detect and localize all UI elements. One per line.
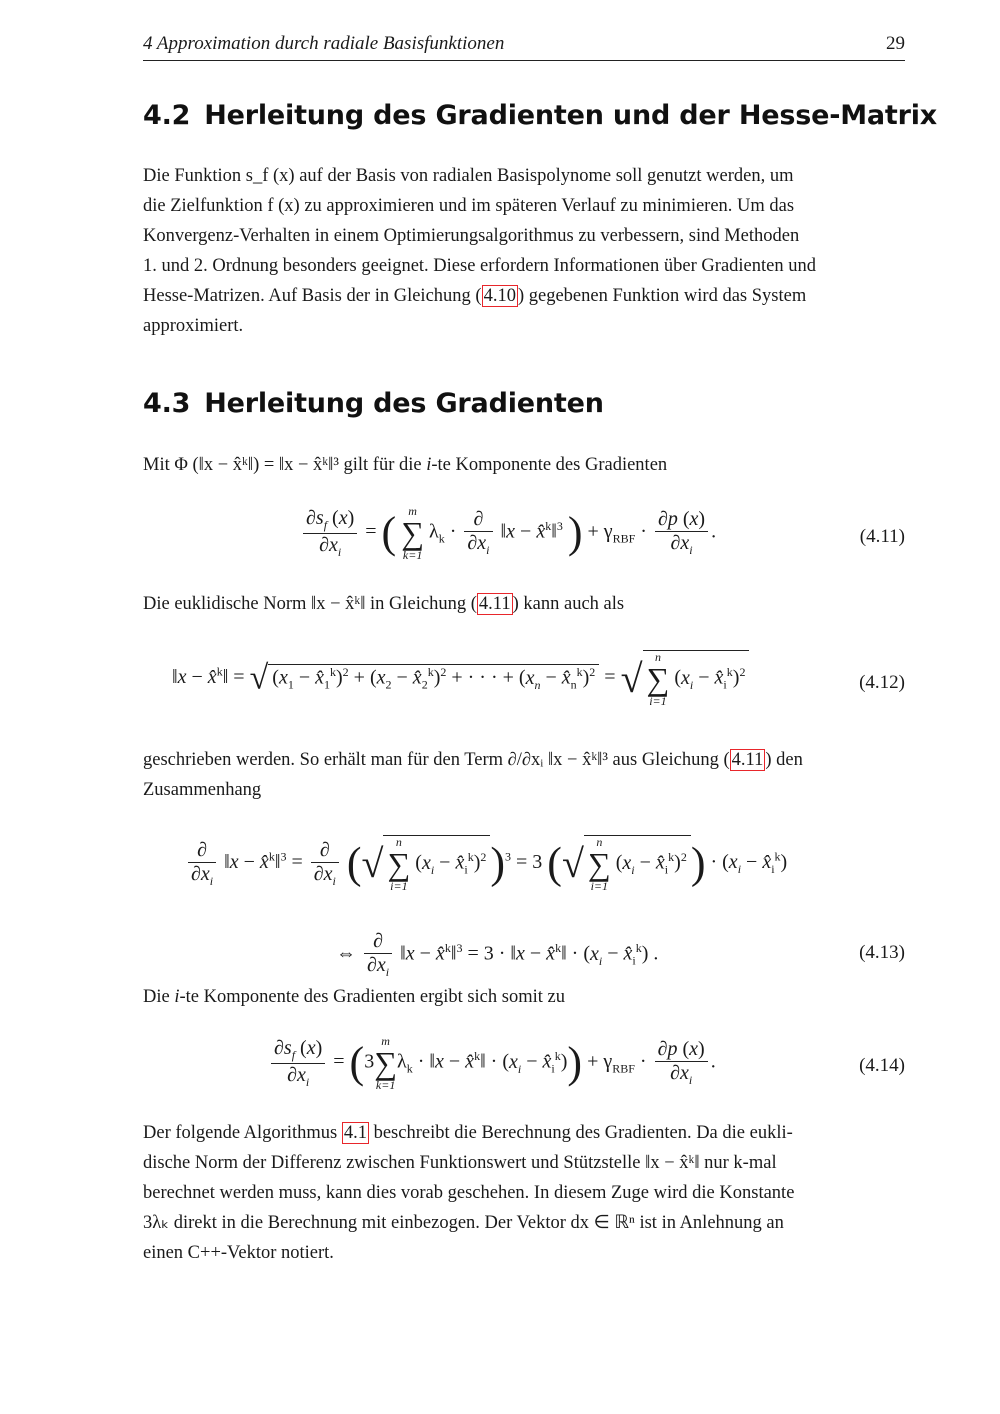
- text-line: Die Funktion s_f (x) auf der Basis von radialen Basispolynome soll genutzt werden, um: [143, 166, 794, 186]
- text-line: Zusammenhang: [143, 780, 262, 800]
- equation-4-12: ‖x − x̂$^k$‖ = √ ($x_1$ − $x̂_1^k)^2 + (x_2$ − $x̂_2^k)^2$ + · · · + ($x_n$ − $x̂_n^k)^2$ = √ n ∑ i=1 ($x_i$ − $x̂_i^k)^2$: [172, 650, 749, 707]
- text-line: Der folgende Algorithmus 4.1 beschreibt die Berechnung des Gradienten. Da die eukli-: [143, 1123, 793, 1143]
- section-number: 4.2: [143, 100, 191, 131]
- equation-reference-link[interactable]: 4.11: [731, 750, 764, 770]
- paragraph-4-2: [143, 161, 905, 341]
- text-line: geschrieben werden. So erhält man für den Term ∂/∂xᵢ ‖x − x̂ᵏ‖³ aus Gleichung ( 4.11 ) den: [143, 750, 803, 770]
- algorithm-paragraph: [143, 1118, 905, 1268]
- equation-4-14: $\frac{\partial s_f (x)}{\partial x_i}$ = (3 m ∑ k=1 $\lambda_k$ · ‖x − x̂$^k$‖ · ($x_i$ − $x̂_i^k)) + \gamma_{RBF}$ · $\frac{\partial p (x)}{\partial x_i}$ .: [268, 1035, 716, 1091]
- equation-number: (4.14): [859, 1055, 905, 1076]
- norm-line: Die euklidische Norm ‖x − x̂ᵏ‖ in Gleichung ( 4.11 ) kann auch als: [143, 594, 625, 614]
- fraction: $\frac{\partial s_f (x)}{\partial x_i}$: [303, 507, 357, 560]
- text-line: dische Norm der Differenz zwischen Funktionswert und Stützstelle ‖x − x̂ᵏ‖ nur k-mal: [143, 1153, 777, 1173]
- sum-symbol: m ∑ k=1: [401, 504, 425, 562]
- section-title: Herleitung des Gradienten: [204, 388, 604, 419]
- equation-4-11: $\frac{\partial s_f (x)}{\partial x_i}$ = ( m ∑ k=1 $\lambda_k$ · $\frac{\partial}{\partial x_i}$ ‖x − x̂$^k$‖$^3$ ) + $\gamma_{RBF}$ · $\frac{\partial p (x)}{\partial x_i}$ .: [300, 505, 716, 561]
- section-4-3-heading: [143, 388, 604, 419]
- equation-4-13-line-2: ⇔ $\frac{\partial}{\partial x_i}$ ‖x − x̂$^k$‖$^3$ = 3 · ‖x − x̂$^k$‖ · ($x_i$ − $x̂_i^k$) .: [336, 930, 659, 979]
- equation-reference-link[interactable]: 4.10: [483, 286, 516, 306]
- running-header: [143, 32, 905, 61]
- section-title: Herleitung des Gradienten und der Hesse-Matrix: [204, 100, 937, 131]
- text-line: 1. und 2. Ordnung besonders geeignet. Diese erfordern Informationen über Gradienten und: [143, 256, 816, 276]
- section-number: 4.3: [143, 388, 191, 419]
- equation-source-text: [0, 0, 1, 1]
- equation-number: (4.13): [859, 942, 905, 963]
- component-line: Die i-te Komponente des Gradienten ergibt sich somit zu: [143, 987, 565, 1007]
- intro-line: Mit Φ (‖x − x̂ᵏ‖) = ‖x − x̂ᵏ‖³ gilt für die i-te Komponente des Gradienten: [143, 455, 668, 475]
- equation-reference-link[interactable]: 4.11: [478, 594, 511, 614]
- text-line: einen C++-Vektor notiert.: [143, 1243, 334, 1263]
- page-number: 29: [886, 33, 905, 54]
- text-line: die Zielfunktion f (x) zu approximieren und im späteren Verlauf zu minimieren. Um das: [143, 196, 795, 216]
- algorithm-reference-link[interactable]: 4.1: [343, 1123, 367, 1143]
- section-4-2-heading: [143, 100, 937, 131]
- text-line: Hesse-Matrizen. Auf Basis der in Gleichung ( 4.10 ) gegebenen Funktion wird das System: [143, 286, 807, 306]
- chapter-title: 4 Approximation durch radiale Basisfunktionen: [143, 33, 505, 54]
- equation-number: (4.12): [859, 672, 905, 693]
- text-line: approximiert.: [143, 316, 244, 336]
- text-line: berechnet werden muss, kann dies vorab geschehen. In diesem Zuge wird die Konstante: [143, 1183, 795, 1203]
- square-root: ($x_1$ − $x̂_1^k)^2 + (x_2$ − $x̂_2^k)^2$ + · · · + ($x_n$ − $x̂_n^k)^2$: [268, 664, 599, 693]
- text-line: Konvergenz-Verhalten in einem Optimierungsalgorithmus zu verbessern, sind Methoden: [143, 226, 800, 246]
- equation-number: (4.11): [859, 526, 905, 547]
- text-line: 3λₖ direkt in die Berechnung mit einbezogen. Der Vektor dx ∈ ℝⁿ ist in Anlehnung an: [143, 1213, 784, 1233]
- term-paragraph: [143, 745, 905, 805]
- equation-4-13-line-1: $\frac{\partial}{\partial x_i}$ ‖x − x̂$^k$‖$^3$ = $\frac{\partial}{\partial x_i}$ (√ n ∑ i=1 ($x_i$ − $x̂_i^k)^2)^3 = 3$ (√ n ∑ i=1 ($x_i$ − $x̂_i^k)^2) \cdot (x_i$ − $x̂_i^k$): [185, 835, 787, 892]
